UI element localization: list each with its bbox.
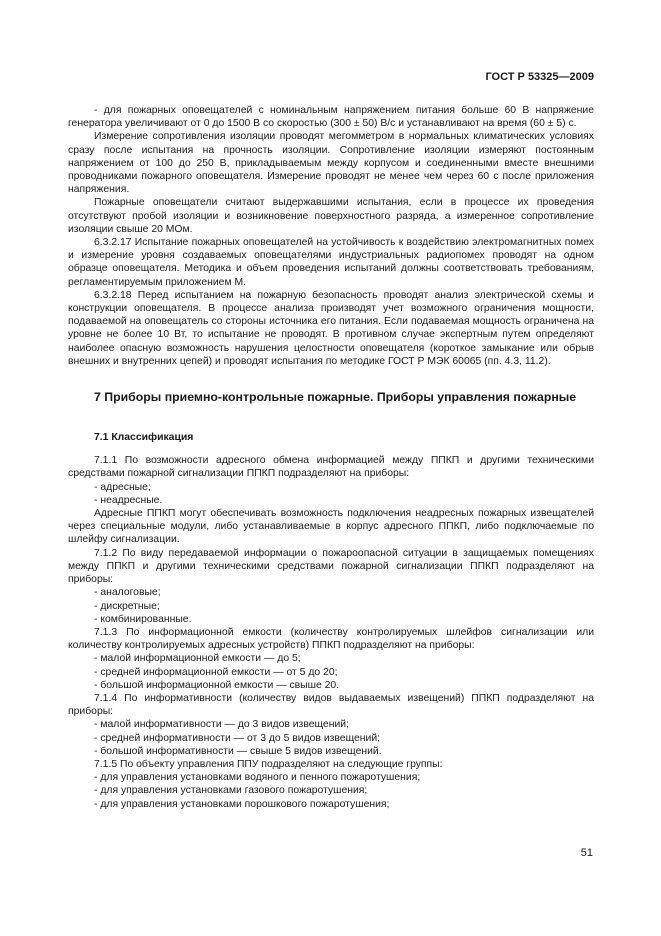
list-item: - большой информативности — свыше 5 видов извещений. — [94, 745, 382, 757]
paragraph: 7.1.4 По информативности (количеству видов выдаваемых извещений) ППКП подразделяют на приборы: — [68, 692, 594, 718]
paragraph: 7.1.5 По объекту управления ППУ подразделяют на следующие группы: — [94, 758, 443, 770]
list-item: - малой информационной емкости — до 5; — [94, 653, 301, 665]
list-item: - средней информационной емкости — от 5 до 20; — [94, 666, 338, 678]
paragraph: Адресные ППКП могут обеспечивать возможность подключения неадресных пожарных извещателей через специальные модули, либо устанавливаемые в корпус адресного ППКП, либо подключаемые по шлейфу сигнализации. — [68, 508, 594, 546]
list-item: - для управления установками газового пожаротушения; — [94, 785, 368, 797]
page-number: 51 — [580, 847, 593, 859]
list-item: - малой информативности — до 3 видов извещений; — [94, 719, 349, 731]
paragraph: 7.1.3 По информационной емкости (количеству контролируемых шлейфов сигнализации или количеству контролируемых адресных устройств) ППКП подразделяют на приборы: — [68, 626, 594, 652]
list-item: - аналоговые; — [94, 587, 161, 599]
paragraph: Измерение сопротивления изоляции проводят мегомметром в нормальных климатических условиях сразу после испытания на прочность изоляции. Сопротивление изоляции измеряют постоянным напряжением от 100 до 250 В, прикладываемым между корпусом и соединенными вместе внешними проводниками пожарного оповещателя. Измерение проводят не менее чем через 60 с после приложения напряжения. — [68, 131, 594, 196]
list-item: - для управления установками водяного и пенного пожаротушения; — [94, 772, 421, 784]
list-item: - дискретные; — [94, 600, 160, 612]
list-item: - комбинированные. — [94, 613, 192, 625]
list-item: - средней информативности — от 3 до 5 видов извещений; — [94, 732, 381, 744]
subsection-title: 7.1 Классификация — [94, 432, 194, 444]
list-item: - большой информационной емкости — свыше 20. — [94, 679, 340, 691]
document-header: ГОСТ Р 53325—2009 — [485, 71, 594, 83]
paragraph: 6.3.2.17 Испытание пожарных оповещателей на устойчивость к воздействию электромагнитных помех и измерение уровня создаваемых оповещателями индустриальных радиопомех проводят на одном образце оповещателя. Методика и объем проведения испытаний должны соответствовать требованиям, регламентируемым приложением М. — [68, 237, 594, 288]
document-body — [68, 104, 594, 811]
paragraph: 6.3.2.18 Перед испытанием на пожарную безопасность проводят анализ электрической схемы и конструкции оповещателя. В процессе анализа производят учет возможного ограничения мощности, подаваемой на оповещатель со стороны источника его питания. Если подаваемая мощность ограничена на уровне не более 10 Вт, то испытание не проводят. В противном случае экспертным путем определяют наиболее опасную возможность нарушения целостности оповещателя (короткое замыкание или обрыв внешних и внутренних цепей) и проводят испытания по методике ГОСТ Р МЭК 60065 (пп. 4.3, 11.2). — [68, 289, 594, 367]
list-item: - неадресные. — [94, 494, 163, 506]
section-title: 7 Приборы приемно-контрольные пожарные. Приборы управления пожарные — [94, 390, 577, 405]
paragraph: - для пожарных оповещателей с номинальным напряжением питания больше 60 В напряжение генератора увеличивают от 0 до 1500 В со скоростью (300 ± 50) В/с и устанавливают на время (60 ± 5) с. — [68, 105, 594, 130]
paragraph: Пожарные оповещатели считают выдержавшими испытания, если в процессе их проведения отсутствуют пробой изоляции и возникновение поверхностного разряда, а измеренное сопротивление изоляции свыше 20 МОм. — [68, 197, 594, 235]
list-item: - для управления установками порошкового пожаротушения; — [94, 798, 390, 810]
list-item: - адресные; — [94, 481, 151, 493]
paragraph: 7.1.2 По виду передаваемой информации о пожароопасной ситуации в защищаемых помещениях между ППКП и другими техническими средствами пожарной сигнализации ППКП подразделяют на приборы: — [68, 547, 594, 586]
paragraph: 7.1.1 По возможности адресного обмена информацией между ППКП и другими техническими средствами пожарной сигнализации ППКП подразделяют на приборы: — [68, 455, 594, 480]
